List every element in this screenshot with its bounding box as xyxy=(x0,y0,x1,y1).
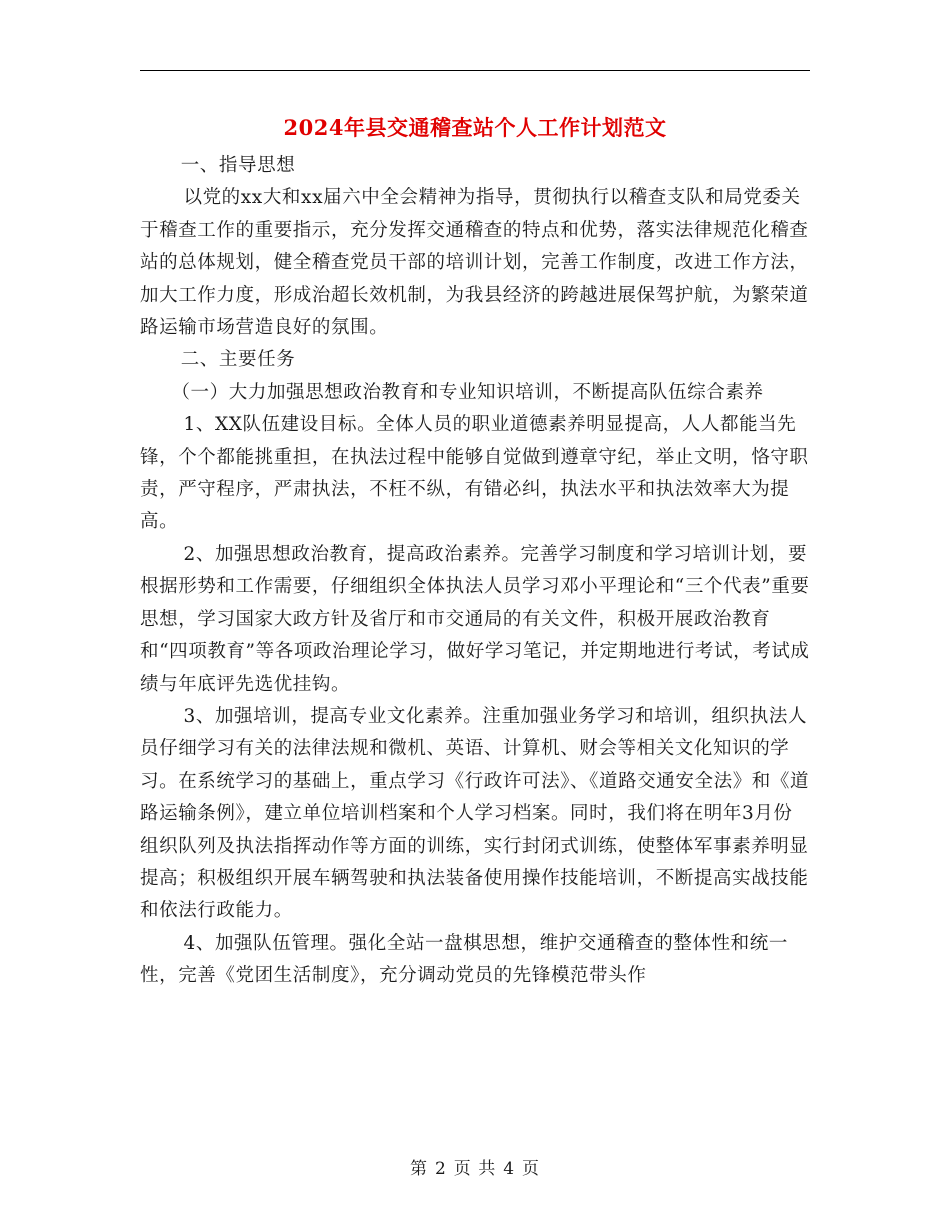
page-footer xyxy=(140,1154,810,1179)
sub-heading-training: （一）大力加强思想政治教育和专业知识培训，不断提高队伍综合素养 xyxy=(171,381,764,403)
header-rule xyxy=(140,70,810,71)
paragraph-item-2: 2、加强思想政治教育，提高政治素养。完善学习制度和学习培训计划，要根据形势和工作需要，仔细组织全体执法人员学习邓小平理论和“三个代表”重要思想，学习国家大政方针及省厅和市交通局的有关文件，积极开展政治教育和“四项教育”等各项政治理论学习，做好学习笔记，并定期地进行考试，考试成绩与年底评先选优挂钩。 xyxy=(140,543,810,695)
footer-middle: 页 共 xyxy=(453,1159,497,1179)
footer-total-pages: 4 xyxy=(503,1159,516,1179)
paragraph-guiding-thought: 以党的xx大和xx届六中全会精神为指导，贯彻执行以稽查支队和局党委关于稽查工作的重要指示，充分发挥交通稽查的特点和优势，落实法律规范化稽查站的总体规划，健全稽查党员干部的培训计划，完善工作制度，改进工作方法，加大工作力度，形成治超长效机制，为我县经济的跨越进展保驾护航，为繁荣道路运输市场营造良好的氛围。 xyxy=(140,187,809,339)
paragraph-item-4: 4、加强队伍管理。强化全站一盘棋思想，维护交通稽查的整体性和统一性，完善《党团生活制度》，充分调动党员的先锋模范带头作 xyxy=(140,932,788,987)
footer-prefix: 第 xyxy=(409,1159,428,1179)
paragraph-item-3: 3、加强培训，提高专业文化素养。注重加强业务学习和培训，组织执法人员仔细学习有关的法律法规和微机、英语、计算机、财会等相关文化知识的学习。在系统学习的基础上，重点学习《行政许可法》、《道路交通安全法》和《道路运输条例》，建立单位培训档案和个人学习档案。同时，我们将在明年3月份组织队列及执法指挥动作等方面的训练，实行封闭式训练，使整体军事素养明显提高；积极组织开展车辆驾驶和执法装备使用操作技能培训，不断提高实战技能和依法行政能力。 xyxy=(140,705,810,922)
footer-page-number: 2 xyxy=(434,1159,447,1179)
document-body xyxy=(140,150,810,993)
paragraph-item-1: 1、XX队伍建设目标。全体人员的职业道德素养明显提高，人人都能当先锋，个个都能挑重担，在执法过程中能够自觉做到遵章守纪，举止文明，恪守职责，严守程序，严肃执法，不枉不纵，有错必纠，执法水平和执法效率大为提高。 xyxy=(140,414,809,533)
document-title: 2024年县交通稽查站个人工作计划范文 xyxy=(283,115,667,140)
footer-suffix: 页 xyxy=(522,1159,541,1179)
section-heading-guiding-thought: 一、指导思想 xyxy=(180,155,296,176)
section-heading-main-tasks: 二、主要任务 xyxy=(180,349,296,371)
